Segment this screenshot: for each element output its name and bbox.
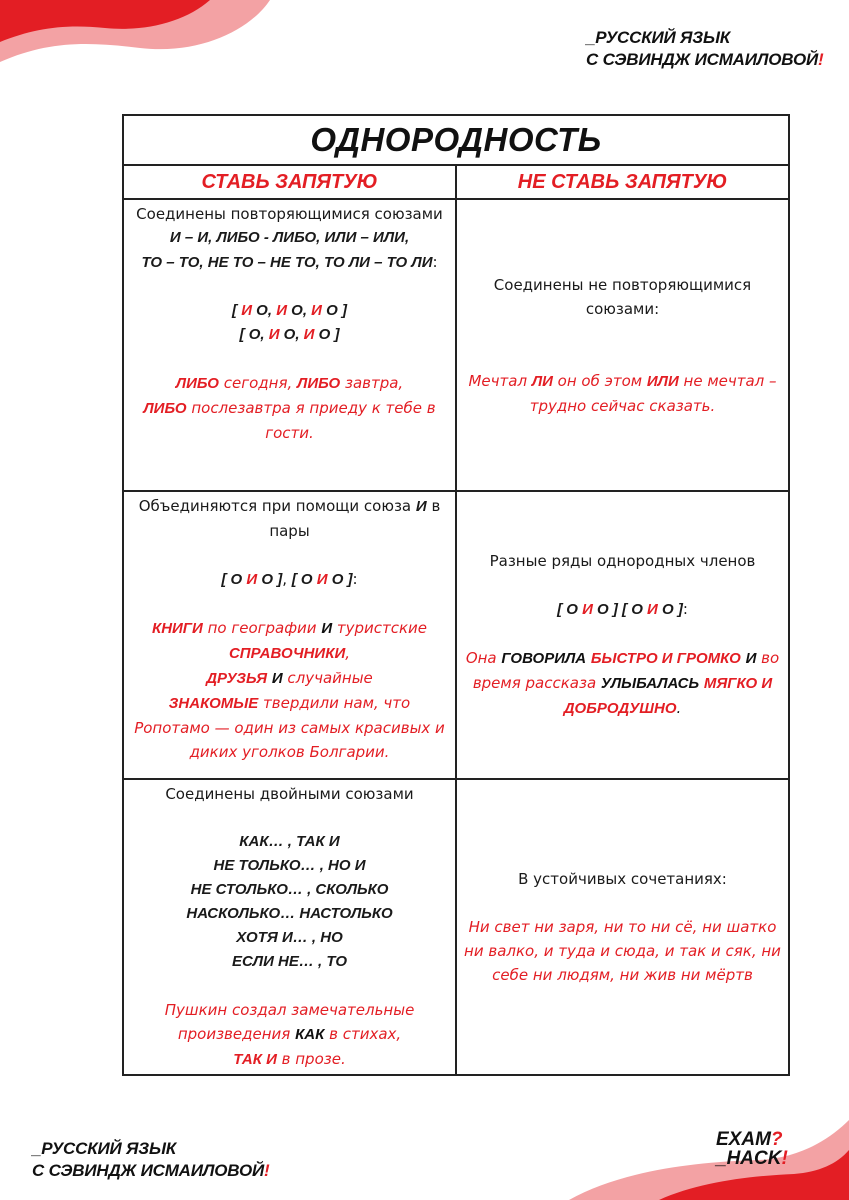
row1-left-cell xyxy=(123,199,456,491)
brand-exclaim: ! xyxy=(818,50,824,69)
column-header-comma: СТАВЬ ЗАПЯТУЮ xyxy=(123,165,456,199)
row1-conjunctions-1: И – И, ЛИБО - ЛИБО, ИЛИ – ИЛИ, xyxy=(169,229,410,246)
double-conjunction-6: ЕСЛИ НЕ… , ТО xyxy=(231,953,348,970)
row2-left-intro: Объединяются при помощи союза И в пары xyxy=(138,497,441,540)
brand-header xyxy=(586,27,823,71)
row1-left-example: ЛИБО сегодня, ЛИБО завтра, ЛИБО послезавтра я приеду к тебе в гости. xyxy=(143,374,436,442)
logo-hack: _HACK xyxy=(716,1148,782,1169)
row2-right-example: Она ГОВОРИЛА БЫСТРО И ГРОМКО И во время рассказа УЛЫБАЛАСЬ МЯГКО И ДОБРОДУШНО. xyxy=(465,649,780,717)
double-conjunction-4: НАСКОЛЬКО… НАСТОЛЬКО xyxy=(186,905,393,922)
row2-right-cell xyxy=(456,491,789,779)
brand-footer-exclaim: ! xyxy=(264,1161,270,1180)
homogeneity-table xyxy=(122,114,790,1076)
logo-exam: EXAM xyxy=(716,1129,771,1150)
row2-left-example: КНИГИ по географии И туристские СПРАВОЧНИКИ, ДРУЗЬЯ И случайные ЗНАКОМЫЕ твердили нам, что Ропотамо — один из самых красивых и диких уголков Болгарии. xyxy=(134,619,445,761)
double-conjunction-3: НЕ СТОЛЬКО… , СКОЛЬКО xyxy=(190,881,389,898)
top-left-decoration xyxy=(0,0,280,70)
row1-left-intro: Соединены повторяющимися союзами xyxy=(136,205,443,223)
examhack-logo xyxy=(716,1130,788,1168)
brand-footer-line-1: _РУССКИЙ ЯЗЫК xyxy=(32,1139,177,1158)
double-conjunction-5: ХОТЯ И… , НО xyxy=(236,929,343,946)
brand-footer xyxy=(32,1138,269,1182)
row3-right-intro: В устойчивых сочетаниях: xyxy=(518,870,727,888)
row1-right-example: Мечтал ЛИ он об этом ИЛИ не мечтал – трудно сейчас сказать. xyxy=(468,371,777,415)
row3-right-example: Ни свет ни заря, ни то ни сё, ни шатко ни валко, и туда и сюда, и так и сяк, ни себе ни людям, ни жив ни мёртв xyxy=(464,918,781,984)
brand-line-2: С СЭВИНДЖ ИСМАИЛОВОЙ xyxy=(586,50,818,69)
row2-right-intro: Разные ряды однородных членов xyxy=(489,552,756,570)
brand-footer-line-2: С СЭВИНДЖ ИСМАИЛОВОЙ xyxy=(32,1161,264,1180)
row1-colon: : xyxy=(432,253,438,271)
row1-scheme-2: [ О, И О, И О ] xyxy=(239,326,340,343)
logo-exclaim: ! xyxy=(781,1148,788,1169)
row2-left-cell xyxy=(123,491,456,779)
row2-right-scheme: [ О И О ] [ О И О ]: xyxy=(557,600,688,618)
bottom-right-decoration xyxy=(549,1120,849,1200)
table-title: ОДНОРОДНОСТЬ xyxy=(123,115,789,165)
row1-scheme-1: [ И О, И О, И О ] xyxy=(232,302,347,319)
logo-question: ? xyxy=(770,1129,783,1150)
double-conjunction-1: КАК… , ТАК И xyxy=(239,833,340,850)
row3-left-example: Пушкин создал замечательные произведения КАК в стихах, ТАК И в прозе. xyxy=(164,1001,415,1068)
row1-conjunctions-2: ТО – ТО, НЕ ТО – НЕ ТО, ТО ЛИ – ТО ЛИ xyxy=(141,254,433,271)
brand-line-1: _РУССКИЙ ЯЗЫК xyxy=(586,28,731,47)
row2-scheme: [ О И О ], [ О И О ]: xyxy=(221,570,358,588)
row3-right-cell xyxy=(456,779,789,1075)
row1-right-intro: Соединены не повторяющимися союзами: xyxy=(493,275,752,318)
row1-right-cell xyxy=(456,199,789,491)
column-header-no-comma: НЕ СТАВЬ ЗАПЯТУЮ xyxy=(456,165,789,199)
row3-left-intro: Соединены двойными союзами xyxy=(165,785,414,803)
double-conjunction-2: НЕ ТОЛЬКО… , НО И xyxy=(213,857,366,874)
row3-left-cell xyxy=(123,779,456,1075)
